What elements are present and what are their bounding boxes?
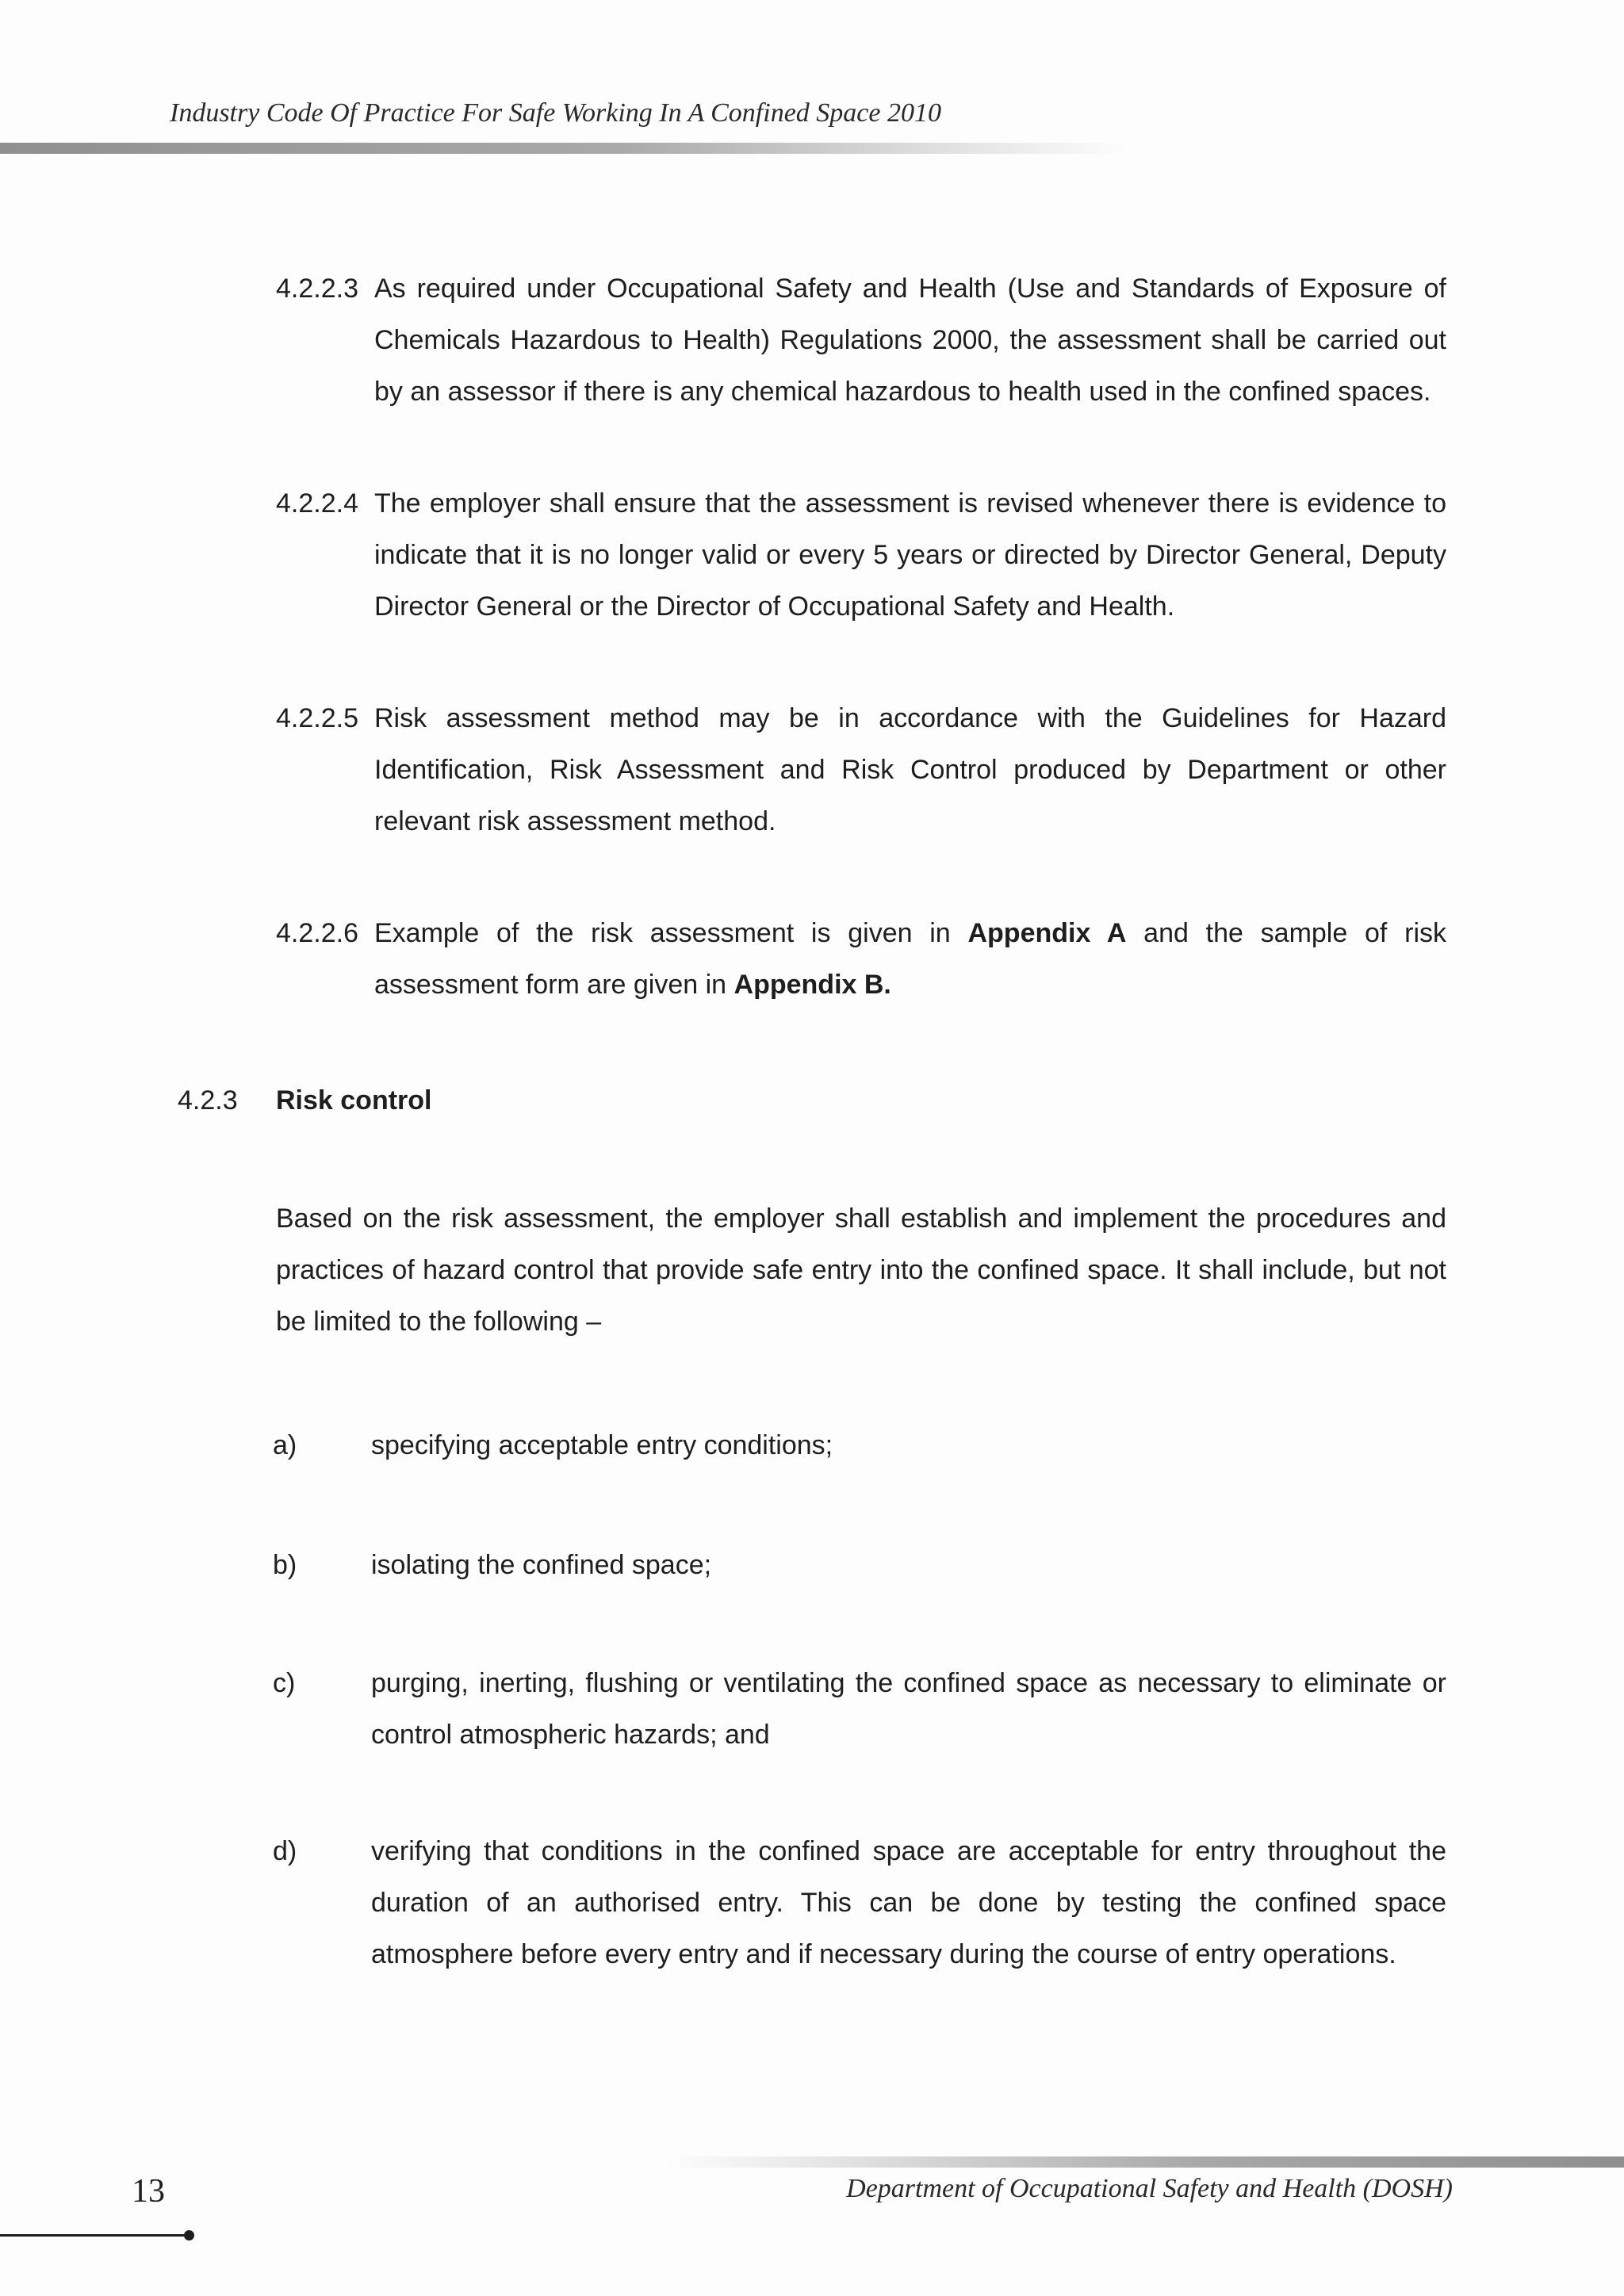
list-item — [273, 1826, 1446, 1980]
page-number-dot — [184, 2230, 194, 2241]
list-item-text: isolating the confined space; — [371, 1550, 712, 1580]
list-marker: c) — [273, 1668, 296, 1698]
clause-4-2-2-5 — [276, 693, 1446, 848]
list-marker: d) — [273, 1836, 297, 1866]
clause-4-2-2-4 — [276, 478, 1446, 633]
clause-text: Risk assessment method may be in accordance with the Guidelines for Hazard Identification, Risk Assessment and Risk Control produced by Department or other relevant risk assessment method. — [374, 703, 1446, 836]
page-number: 13 — [132, 2173, 165, 2210]
list-item-text: specifying acceptable entry conditions; — [371, 1430, 833, 1460]
list-marker: a) — [273, 1430, 297, 1460]
list-item-text: verifying that conditions in the confined space are acceptable for entry throughout the duration of an authorised entry. This can be done by testing the confined space atmosphere before every entry and if necessary during the course of entry operations. — [371, 1836, 1446, 1969]
appendix-b-reference: Appendix B. — [733, 970, 891, 1000]
clause-number: 4.2.2.5 — [276, 703, 358, 733]
section-title: Risk control — [276, 1085, 432, 1115]
clause-text: As required under Occupational Safety and Health (Use and Standards of Exposure of Chemicals Hazardous to Health) Regulations 2000, the assessment shall be carried out by an assessor if there is any chemical hazardous to health used in the confined spaces. — [374, 274, 1446, 407]
footer-rule — [666, 2156, 1624, 2168]
clause-text-part: and the sample of risk assessment form are given in — [374, 918, 1446, 1000]
clause-4-2-2-6 — [276, 908, 1446, 1011]
header-rule — [0, 143, 1126, 154]
clause-number: 4.2.2.3 — [276, 274, 358, 304]
section-number: 4.2.3 — [178, 1085, 238, 1115]
list-item — [273, 1658, 1446, 1761]
section-intro: Based on the risk assessment, the employer shall establish and implement the procedures and practices of hazard control that provide safe entry into the confined space. It shall include, but not be limited to the following – — [276, 1203, 1446, 1337]
list-item — [273, 1420, 1446, 1471]
clause-text-part: Example of the risk assessment is given in — [374, 918, 968, 948]
appendix-a-reference: Appendix A — [967, 918, 1127, 948]
list-marker: b) — [273, 1550, 297, 1580]
page-number-rule — [0, 2234, 187, 2237]
clause-text: The employer shall ensure that the assessment is revised whenever there is evidence to indicate that it is no longer valid or every 5 years or directed by Director General, Deputy Director General or the Director of Occupational Safety and Health. — [374, 488, 1446, 622]
clause-number: 4.2.2.4 — [276, 488, 358, 519]
document-title: Industry Code Of Practice For Safe Working In A Confined Space 2010 — [170, 98, 941, 128]
clause-number: 4.2.2.6 — [276, 918, 358, 948]
clause-text — [276, 908, 1446, 1011]
clause-4-2-2-3 — [276, 263, 1446, 418]
list-item — [273, 1540, 1446, 1591]
list-item-text: purging, inerting, flushing or ventilating the confined space as necessary to eliminate or control atmospheric hazards; and — [371, 1668, 1446, 1750]
footer-department: Department of Occupational Safety and Health (DOSH) — [846, 2174, 1453, 2203]
